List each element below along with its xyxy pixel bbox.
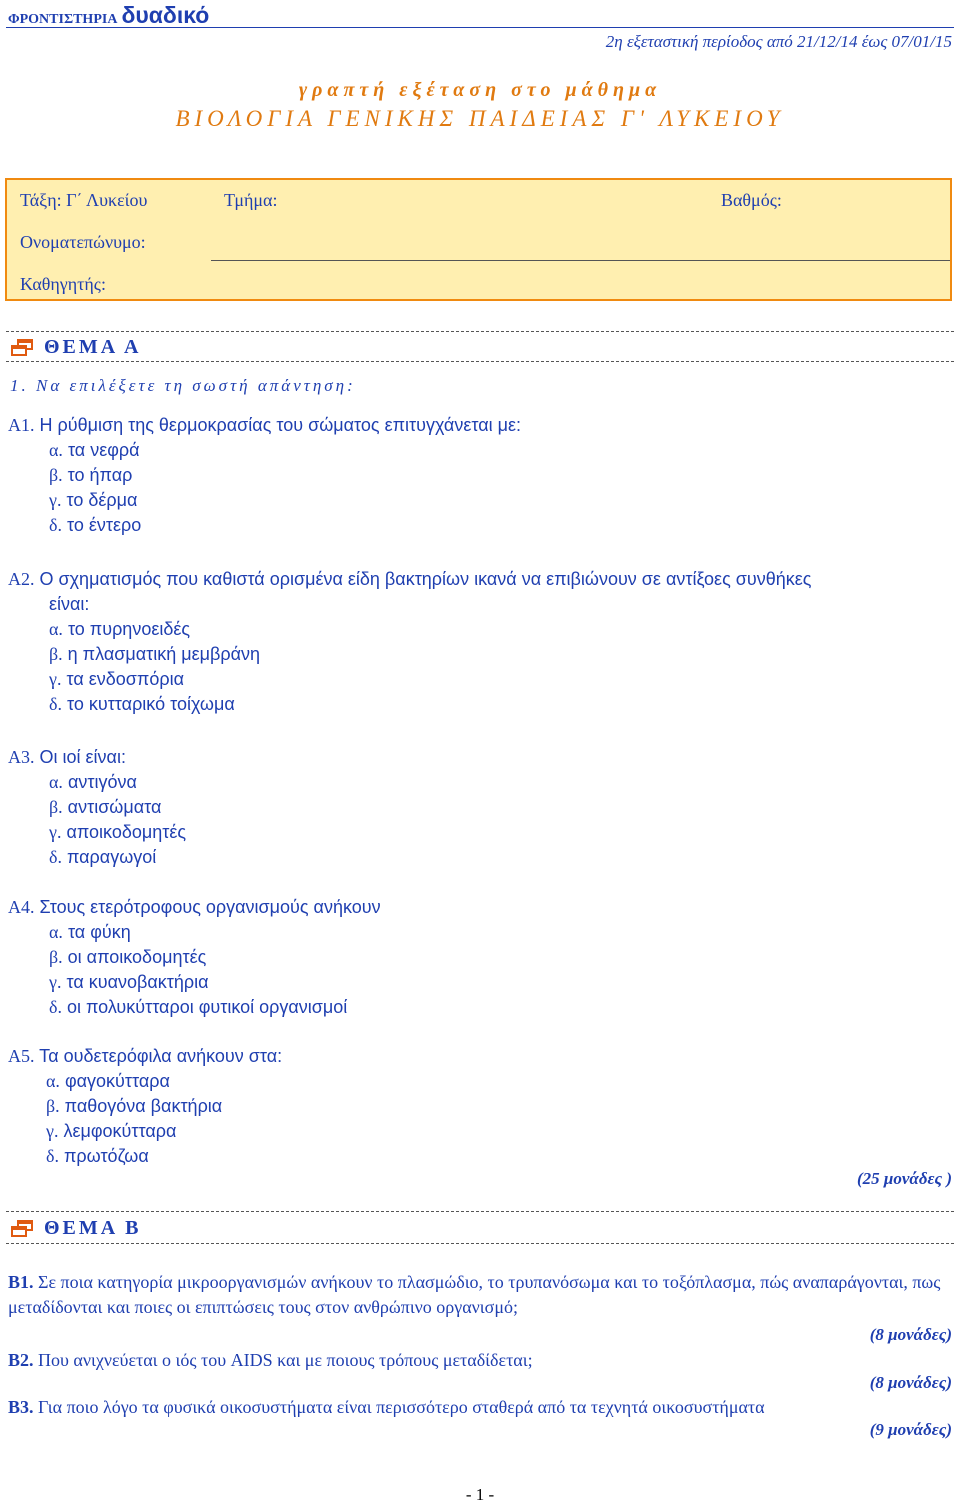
brand-small-text: ΦΡΟΝΤΙΣΤΗΡΙΑ [8, 12, 118, 27]
option: γ. το δέρμα [49, 490, 138, 510]
option: α. φαγοκύτταρα [46, 1071, 170, 1091]
grade-label: Βαθμός: [721, 190, 782, 210]
question-b3-marks: (9 μονάδες) [869, 1420, 952, 1439]
windows-icon [10, 339, 34, 357]
option: β. αντισώματα [49, 797, 162, 817]
instruction: 1. Να επιλέξετε τη σωστή απάντηση: [10, 376, 356, 395]
option: β. το ήπαρ [49, 465, 133, 485]
section-a-bottom-rule [6, 361, 954, 362]
question-b3: Β3. Για ποιο λόγο τα φυσικά οικοσυστήματα είναι περισσότερο σταθερά από τα τεχνητά οικοσυστήματα [8, 1397, 765, 1417]
page-number: - 1 - [465, 1485, 495, 1504]
question-b2: Β2. Που ανιχνεύεται ο ιός του AIDS και με ποιους τρόπους μεταδίδεται; [8, 1350, 533, 1370]
option: δ. παραγωγοί [49, 847, 157, 867]
question-b1-marks: (8 μονάδες) [869, 1325, 952, 1344]
header-divider [6, 27, 954, 28]
option: α. αντιγόνα [49, 772, 137, 792]
section-b-bottom-rule [6, 1243, 954, 1244]
student-info-box [5, 178, 952, 301]
section-a-title [10, 336, 141, 359]
option: γ. τα ενδοσπόρια [49, 669, 184, 689]
option: β. η πλασματική μεμβράνη [49, 644, 261, 664]
option: β. παθογόνα βακτήρια [46, 1096, 223, 1116]
department-label: Τμήμα: [224, 190, 278, 210]
exam-course-title: ΒΙΟΛΟΓΙΑ ΓΕΝΙΚΗΣ ΠΑΙΔΕΙΑΣ Γ' ΛΥΚΕΙΟΥ [175, 106, 785, 131]
question-b2-marks: (8 μονάδες) [869, 1373, 952, 1392]
section-b-top-rule [6, 1211, 954, 1212]
class-label: Τάξη: Γ΄ Λυκείου [20, 190, 148, 210]
question-a3: Α3. Οι ιοί είναι: [8, 747, 126, 767]
section-a-marks: (25 μονάδες ) [857, 1169, 952, 1188]
question-a5: Α5. Τα ουδετερόφιλα ανήκουν στα: [8, 1046, 283, 1066]
windows-icon [10, 1220, 34, 1238]
question-a2-continued: είναι: [49, 594, 90, 614]
section-a-title-text: ΘΕΜΑ Α [44, 336, 142, 358]
exam-period: 2η εξεταστική περίοδος από 21/12/14 έως 07/01/15 [605, 32, 952, 51]
option: α. τα νεφρά [49, 440, 140, 460]
option: α. το πυρηνοειδές [49, 619, 191, 639]
brand-big-text: δυαδικό [121, 2, 210, 28]
question-a4: Α4. Στους ετερότροφους οργανισμούς ανήκουν [8, 897, 381, 917]
question-a2: Α2. Ο σχηματισμός που καθιστά ορισμένα είδη βακτηρίων ικανά να επιβιώνουν σε αντίξοες συνθήκες [8, 569, 812, 589]
option: δ. το έντερο [49, 515, 142, 535]
section-b-title-text: ΘΕΜΑ Β [44, 1217, 142, 1239]
option: γ. αποικοδομητές [49, 822, 187, 842]
option: δ. οι πολυκύτταροι φυτικοί οργανισμοί [49, 997, 348, 1017]
exam-subtitle: γραπτή εξέταση στο μάθημα [298, 79, 662, 101]
section-b-title [10, 1217, 141, 1240]
option: γ. λεμφοκύτταρα [46, 1121, 177, 1141]
option: γ. τα κυανοβακτήρια [49, 972, 209, 992]
name-write-line [211, 260, 950, 261]
question-a1: Α1. Η ρύθμιση της θερμοκρασίας του σώματος επιτυγχάνεται με: [8, 415, 522, 435]
option: β. οι αποικοδομητές [49, 947, 207, 967]
option: δ. πρωτόζωα [46, 1146, 149, 1166]
section-a-top-rule [6, 331, 954, 332]
name-label: Ονοματεπώνυμο: [20, 232, 146, 252]
option: α. τα φύκη [49, 922, 131, 942]
option: δ. το κυτταρικό τοίχωμα [49, 694, 235, 714]
teacher-label: Καθηγητής: [20, 274, 106, 294]
brand-logo [8, 2, 209, 29]
question-b1: Β1. Σε ποια κατηγορία μικροοργανισμών ανήκουν το πλασμώδιο, το τρυπανόσωμα και το τοξόπλασμα, πώς αναπαράγονται, πως μεταδίδονται και ποιες οι επιπτώσεις τους στον ανθρώπινο οργανισμό; [8, 1272, 941, 1317]
